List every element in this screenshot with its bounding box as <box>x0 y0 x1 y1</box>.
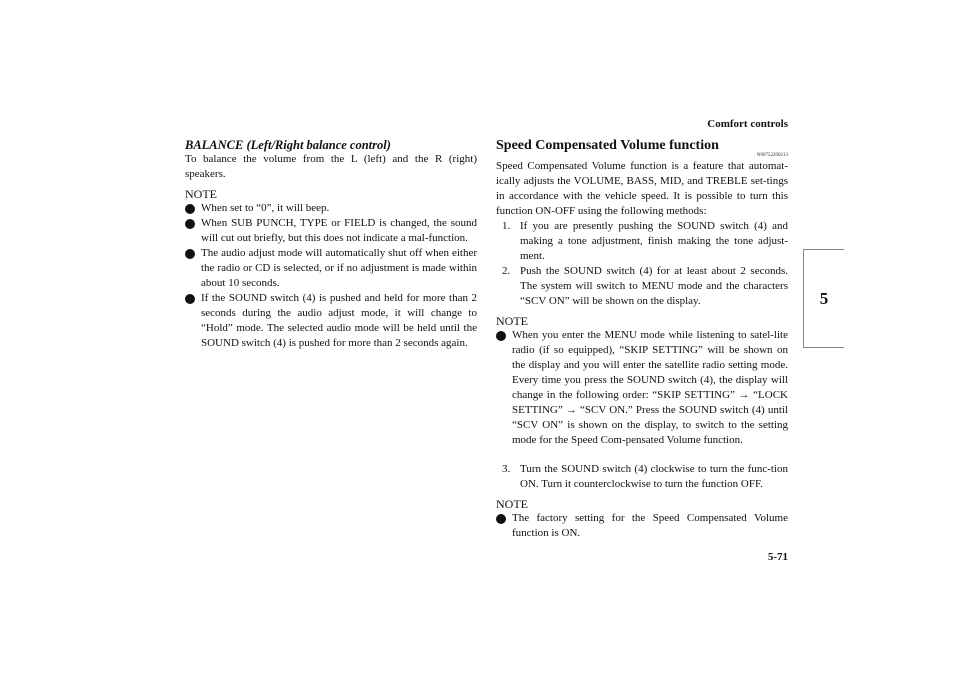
list-item: When set to “0”, it will beep. <box>185 201 477 216</box>
scv-intro: Speed Compensated Volume function is a feature that automat-ically adjusts the VOLUME, BASS, MID, and TREBLE set-tings in accordance with the vehicle speed. It is possible to turn this function ON-OFF using the following methods: <box>496 160 788 217</box>
scv-step-3 <box>496 462 788 492</box>
left-column <box>185 138 477 351</box>
bullet-icon <box>185 294 195 304</box>
list-item: 1. If you are presently pushing the SOUND switch (4) and making a tone adjustment, finish making the tone adjust-ment. <box>502 220 788 262</box>
balance-intro: To balance the volume from the L (left) and the R (right) speakers. <box>185 153 477 180</box>
list-item: When SUB PUNCH, TYPE or FIELD is changed, the sound will cut out briefly, but this does not indicate a mal-function. <box>185 216 477 246</box>
chapter-tab: 5 <box>803 249 844 348</box>
right-column <box>496 138 788 541</box>
section-title: Comfort controls <box>707 118 788 130</box>
scv-heading: Speed Compensated Volume function <box>496 138 719 153</box>
bullet-icon <box>185 249 195 259</box>
bullet-icon <box>496 331 506 341</box>
list-item: When you enter the MENU mode while listening to satel-lite radio (if so equipped), “SKIP SETTING” will be shown on the display and you will enter the satellite radio setting mode. Every time you press the SOUND switch (4), the display will change in the following order: “SKIP SETTING” → “LOCK SETTING” → “SCV ON.” Press the SOUND switch (4) until “SCV ON” is shown on the display, to switch to the setting mode for the Speed Com-pensated Volume function. <box>496 328 788 448</box>
scv-heading-row <box>496 138 788 159</box>
scv-steps <box>496 219 788 309</box>
note-label: NOTE <box>185 187 217 201</box>
list-item: If the SOUND switch (4) is pushed and held for more than 2 seconds during the audio adjust mode, it will change to “Hold” mode. The selected audio mode will be held until the SOUND switch (4) is pushed for more than 2 seconds again. <box>185 291 477 351</box>
note-label: NOTE <box>496 314 528 328</box>
balance-heading: BALANCE (Left/Right balance control) <box>185 138 391 152</box>
bullet-icon <box>185 219 195 229</box>
page-number: 5-71 <box>767 551 788 563</box>
list-item: The factory setting for the Speed Compensated Volume function is ON. <box>496 511 788 541</box>
list-item: 3. Turn the SOUND switch (4) clockwise to turn the func-tion ON. Turn it counterclockwise to turn the function OFF. <box>502 463 788 490</box>
list-item: The audio adjust mode will automatically shut off when either the radio or CD is selected, or if no adjustment is made within about 10 seconds. <box>185 246 477 291</box>
reference-code: N00752200213 <box>756 153 788 158</box>
scv-note-1 <box>496 328 788 448</box>
balance-notes <box>185 201 477 351</box>
list-item: 2. Push the SOUND switch (4) for at least about 2 seconds. The system will switch to MENU mode and the characters “SCV ON” will be shown on the display. <box>502 265 788 307</box>
bullet-icon <box>496 514 506 524</box>
scv-note-2 <box>496 511 788 541</box>
note-label: NOTE <box>496 497 528 511</box>
bullet-icon <box>185 204 195 214</box>
